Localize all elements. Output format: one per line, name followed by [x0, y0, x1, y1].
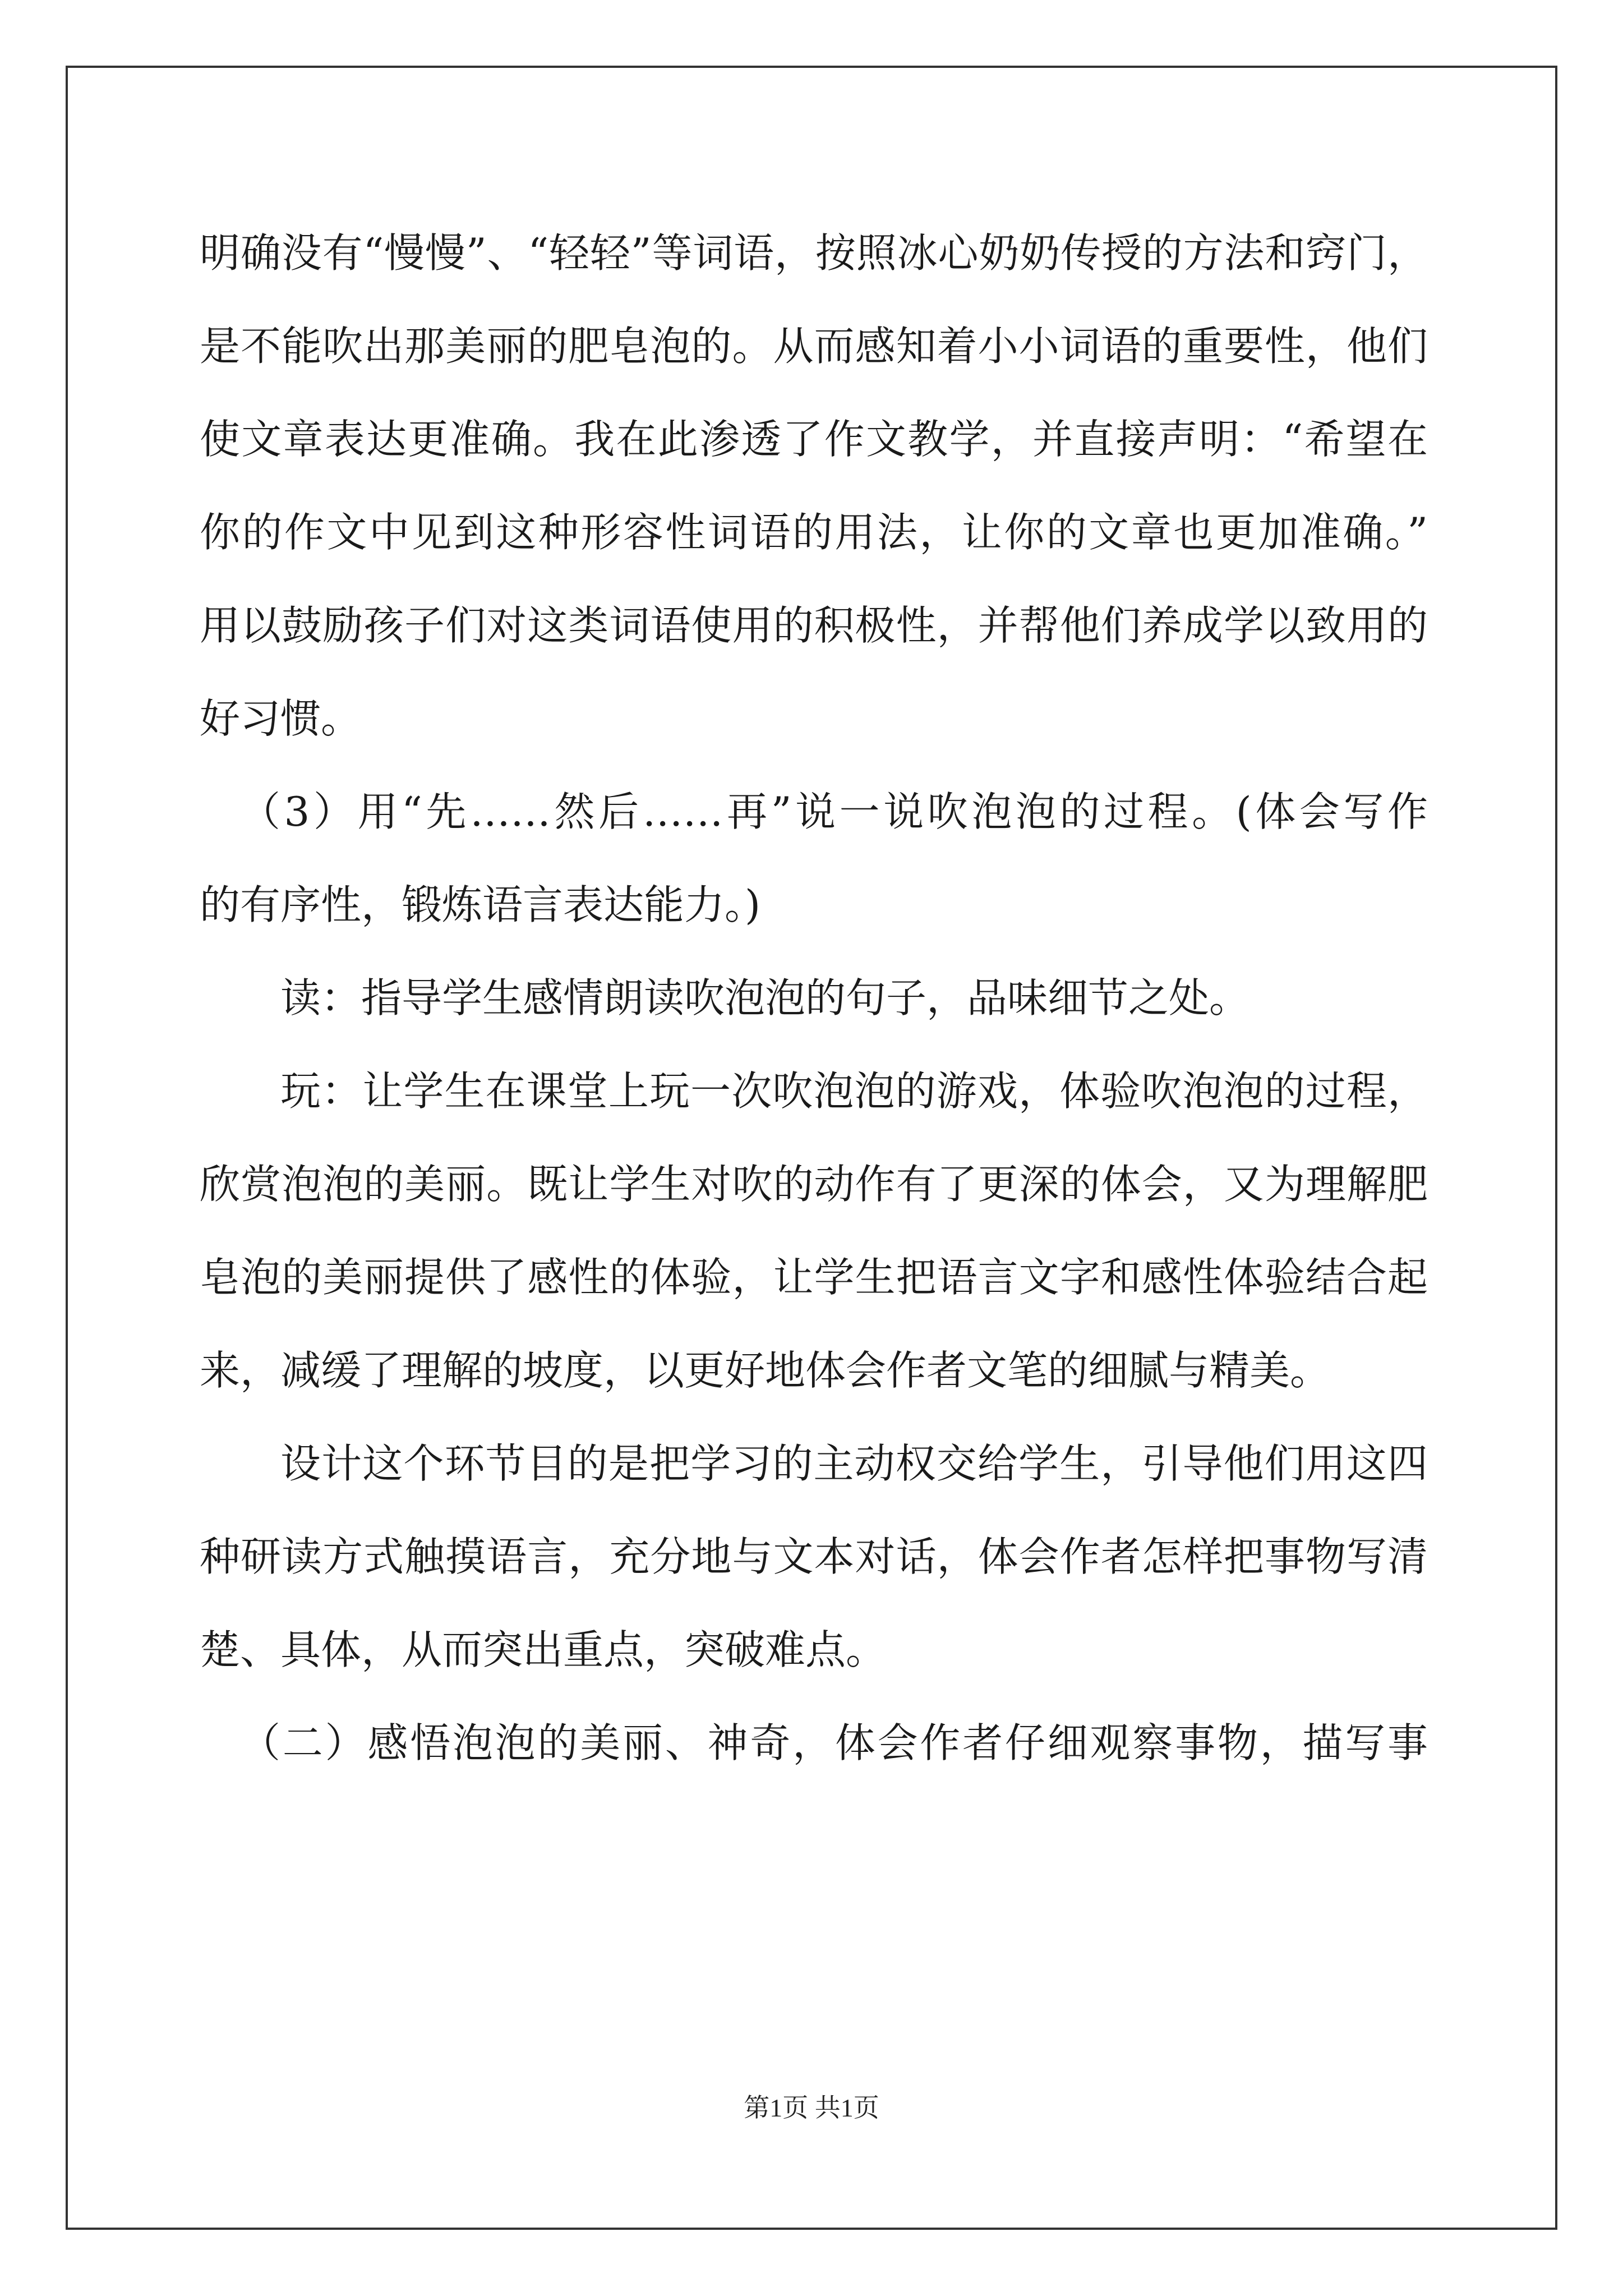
text-line: 好习惯。 [200, 695, 362, 742]
text-line: 设计这个环节目的是把学习的主动权交给学生，引导他们用这四 [280, 1440, 1428, 1487]
text-line: 你的作文中见到这种形容性词语的用法，让你的文章也更加准确。” [200, 509, 1428, 556]
text-line: 是不能吹出那美丽的肥皂泡的。从而感知着小小词语的重要性，他们 [200, 323, 1428, 370]
text-line: 来，减缓了理解的坡度，以更好地体会作者文笔的细腻与精美。 [200, 1347, 1331, 1394]
text-line: 使文章表达更准确。我在此渗透了作文教学，并直接声明：“希望在 [200, 416, 1428, 463]
text-line: 种研读方式触摸语言，充分地与文本对话，体会作者怎样把事物写清 [200, 1533, 1428, 1580]
text-line: 皂泡的美丽提供了感性的体验，让学生把语言文字和感性体验结合起 [200, 1254, 1428, 1301]
text-line: （3）用“先……然后……再”说一说吹泡泡的过程。(体会写作 [240, 788, 1428, 835]
document-body [200, 206, 1428, 1789]
text-line: 明确没有“慢慢”、“轻轻”等词语，按照冰心奶奶传授的方法和窍门， [200, 229, 1428, 277]
text-line: 的有序性，锻炼语言表达能力。) [200, 881, 761, 928]
text-line: 欣赏泡泡的美丽。既让学生对吹的动作有了更深的体会，又为理解肥 [200, 1161, 1428, 1208]
text-line: 读：指导学生感情朗读吹泡泡的句子，品味细节之处。 [280, 974, 1250, 1022]
text-line: 楚、具体，从而突出重点，突破难点。 [200, 1626, 887, 1673]
text-line: （二）感悟泡泡的美丽、神奇，体会作者仔细观察事物，描写事 [240, 1719, 1428, 1766]
page-footer [0, 2091, 1623, 2125]
text-line: 用以鼓励孩子们对这类词语使用的积极性，并帮他们养成学以致用的 [200, 602, 1428, 649]
page-number: 第1页 共1页 [744, 2093, 879, 2122]
text-line: 玩：让学生在课堂上玩一次吹泡泡的游戏，体验吹泡泡的过程， [280, 1068, 1428, 1115]
